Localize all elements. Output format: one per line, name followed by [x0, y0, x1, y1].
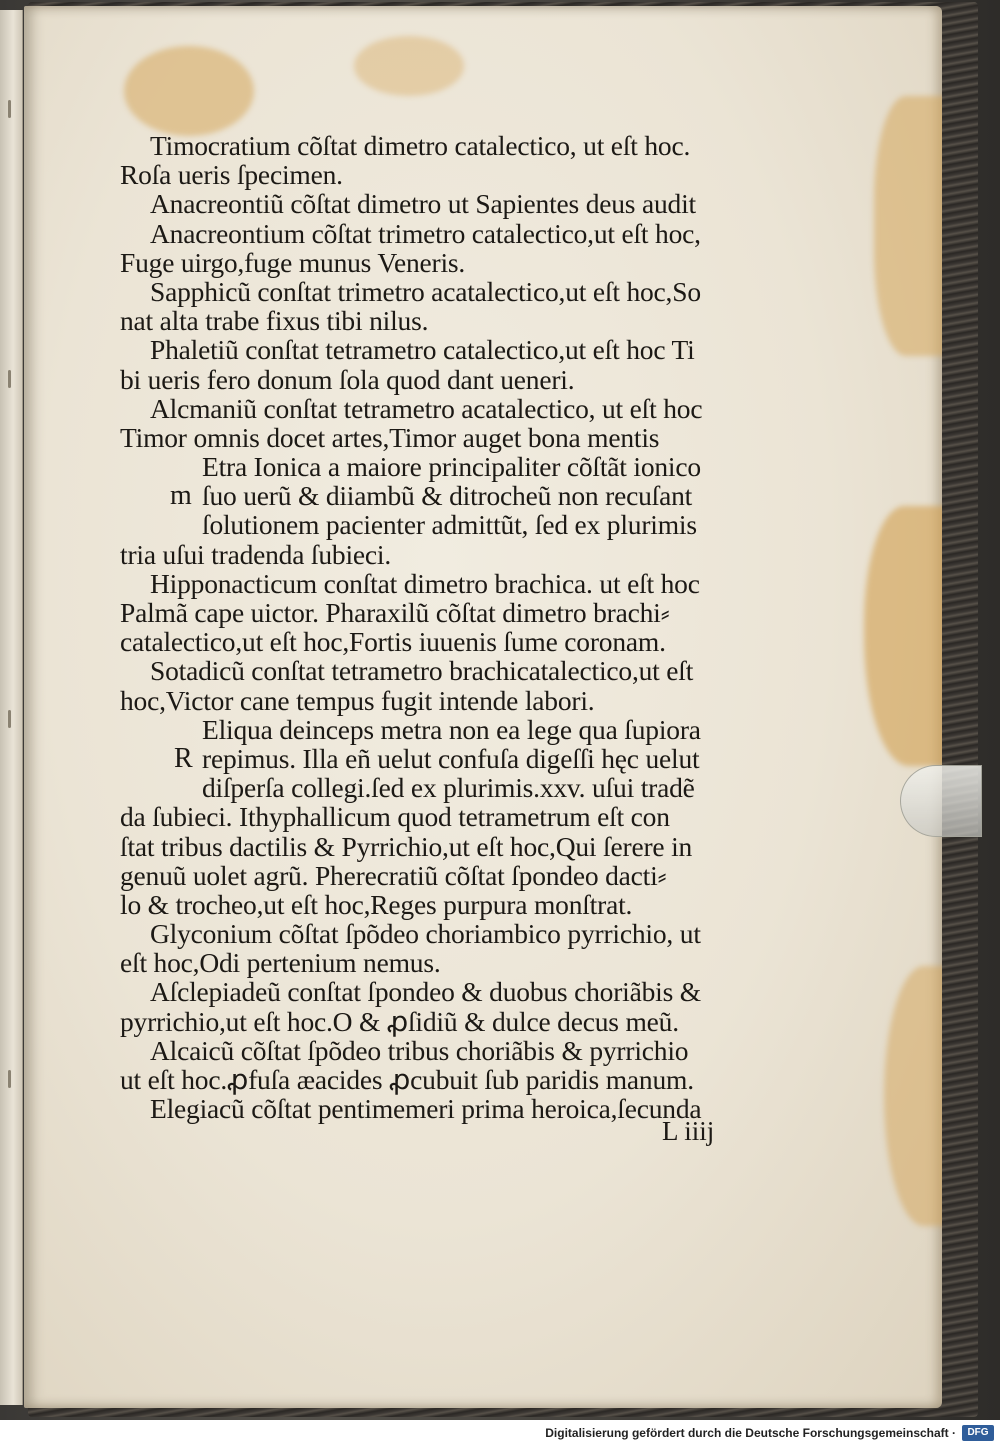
binding-thread [8, 100, 11, 118]
binding-thread [8, 710, 11, 728]
dfg-logo-icon: DFG [962, 1425, 994, 1441]
water-stain [884, 966, 942, 1226]
text-line: Hipponacticum conſtat dimetro brachica. ut eſt hoc [150, 567, 700, 599]
text-line: Eliqua deinceps metra non ea lege qua ſupiora [202, 713, 701, 745]
text-line: eſt hoc,Odi pertenium nemus. [120, 947, 441, 979]
left-page-edge [0, 10, 23, 1405]
signature-mark: L iiij [662, 1116, 715, 1146]
text-line: catalectico,ut eſt hoc,Fortis iuuenis ſume coronam. [120, 626, 666, 658]
funding-credit: Digitalisierung gefördert durch die Deutsche Forschungsgemeinschaft · [545, 1426, 956, 1440]
text-line: Roſa ueris ſpecimen. [120, 159, 343, 191]
text-line: Aſclepiadeũ conſtat ſpondeo & duobus choriãbis & [150, 976, 701, 1008]
footer-bar [0, 1420, 1000, 1446]
text-line-with-initial [120, 481, 788, 510]
text-line: Sapphicũ conſtat trimetro acatalectico,ut eſt hoc,So [150, 275, 701, 307]
text-line: tria uſui tradenda ſubieci. [120, 538, 392, 570]
text-line-with-initial [120, 744, 788, 773]
text-line: ſtat tribus dactilis & Pyrrichio,ut eſt hoc,Qui ſerere in [120, 830, 693, 862]
text-line: da ſubieci. Ithyphallicum quod tetrametrum eſt con [120, 801, 670, 833]
text-line: ſolutionem pacienter admittũt, ſed ex plurimis [202, 509, 697, 541]
text-line: lo & trocheo,ut eſt hoc,Reges purpura monſtrat. [120, 888, 633, 920]
water-stain [124, 46, 254, 136]
text-line: Phaletiũ conſtat tetrametro catalectico,ut eſt hoc Ti [150, 334, 695, 366]
text-line: nat alta trabe fixus tibi nilus. [120, 305, 429, 337]
text-line: Timocratium cõſtat dimetro catalectico, ut eſt hoc. [150, 130, 691, 161]
binding-thread [8, 370, 11, 388]
text-line: Elegiacũ cõſtat pentimemeri prima heroica,ſecunda [150, 1093, 702, 1125]
text-line: diſperſa collegi.ſed ex plurimis.xxv. uſui tradẽ [202, 772, 695, 804]
book-page [24, 6, 942, 1408]
text-line: pyrrichio,ut eſt hoc.O & ꝓſidiũ & dulce decus meũ. [120, 1005, 679, 1037]
text-line: Etra Ionica a maiore principaliter cõſtãt ionico [202, 451, 701, 483]
text-line: genuũ uolet agrũ. Pherecratiũ cõſtat ſpondeo dacti⸗ [120, 859, 667, 891]
initial-guide-letter: R [174, 742, 193, 774]
water-stain [864, 506, 942, 766]
page-text [120, 131, 788, 1123]
text-line: Alcaicũ cõſtat ſpõdeo tribus choriãbis & pyrrichio [150, 1034, 689, 1066]
text-line: Sotadicũ conſtat tetrametro brachicatalectico,ut eſt [150, 655, 694, 687]
text-line: Anacreontiũ cõſtat dimetro ut Sapientes deus audit [150, 188, 696, 220]
text-line: Fuge uirgo,fuge munus Veneris. [120, 246, 466, 278]
water-stain [354, 36, 464, 96]
text-line: Alcmaniũ conſtat tetrametro acatalectico, ut eſt hoc [150, 392, 703, 424]
text-line: ut eſt hoc.ꝓfuſa æacides ꝓcubuit ſub paridis manum. [120, 1064, 694, 1095]
text-line: Glyconium cõſtat ſpõdeo choriambico pyrrichio, ut [150, 918, 701, 950]
binding-thread [8, 1070, 11, 1088]
text-line: Timor omnis docet artes,Timor auget bona mentis [120, 421, 660, 453]
text-line: ſuo uerũ & diiambũ & ditrocheũ non recuſant [202, 480, 693, 512]
page-clip [900, 765, 982, 837]
text-line: repimus. Illa eñ uelut confuſa digeſſi hęc uelut [202, 742, 700, 774]
initial-guide-letter: m [170, 480, 192, 512]
text-line: hoc,Victor cane tempus fugit intende labori. [120, 684, 595, 716]
text-line: Anacreontium cõſtat trimetro catalectico,ut eſt hoc, [150, 217, 701, 249]
text-line: bi ueris fero donum ſola quod dant ueneri. [120, 363, 575, 395]
water-stain [874, 96, 942, 356]
text-line: Palmã cape uictor. Pharaxilũ cõſtat dimetro brachi⸗ [120, 597, 670, 628]
